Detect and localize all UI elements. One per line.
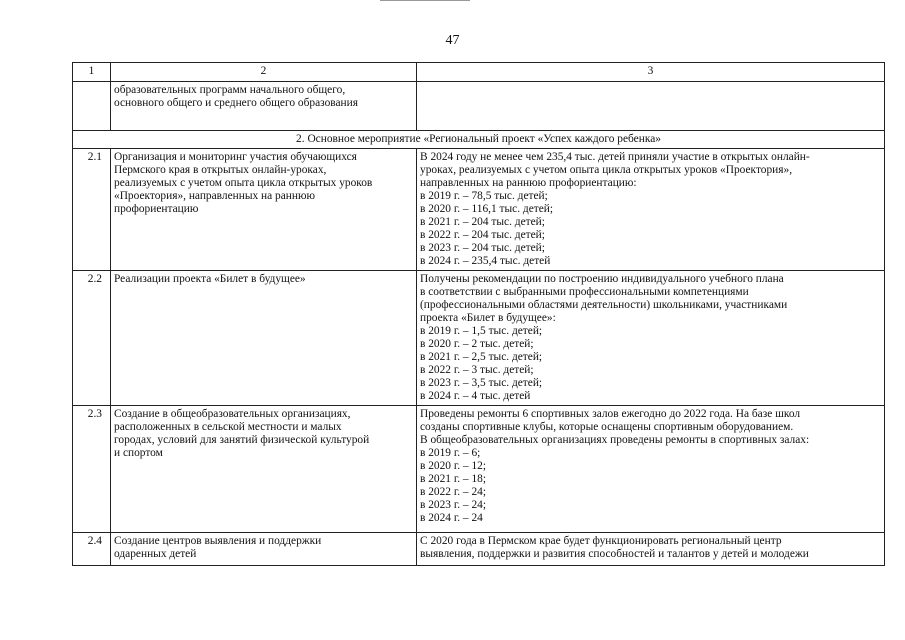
- measure-name-cell: [111, 533, 417, 566]
- row-number: 2.3: [73, 406, 111, 533]
- row-number: 2.2: [73, 271, 111, 406]
- result-line: в 2022 г. – 204 тыс. детей;: [420, 229, 545, 241]
- result-cell: [417, 82, 885, 131]
- measure-name-cell: [111, 149, 417, 271]
- result-line: уроках, реализуемых с учетом опыта цикла открытых уроков «Проектория»,: [420, 164, 793, 176]
- result-cell: [417, 533, 885, 566]
- result-cell: [417, 406, 885, 533]
- section-title: 2. Основное мероприятие «Региональный проект «Успех каждого ребенка»: [73, 131, 885, 149]
- result-cell: [417, 271, 885, 406]
- column-header-1: 1: [73, 63, 111, 82]
- row-number: 2.1: [73, 149, 111, 271]
- measure-name-line: и спортом: [114, 447, 163, 459]
- measure-name-line: Создание центров выявления и поддержки: [114, 535, 322, 547]
- result-line: выявления, поддержки и развития способностей и талантов у детей и молодежи: [420, 548, 809, 560]
- result-line: в 2022 г. – 3 тыс. детей;: [420, 364, 534, 376]
- column-header-3: 3: [417, 63, 885, 82]
- result-line: в 2020 г. – 2 тыс. детей;: [420, 338, 534, 350]
- measure-name-line: основного общего и среднего общего образования: [114, 97, 358, 109]
- result-line: (профессиональными областями деятельности) школьниками, участниками: [420, 299, 788, 311]
- measure-name-line: Пермского края в открытых онлайн-уроках,: [114, 164, 327, 176]
- result-line: проекта «Билет в будущее»:: [420, 312, 556, 324]
- table-row: [73, 533, 885, 566]
- result-line: направленных на раннюю профориентацию:: [420, 177, 637, 189]
- measure-name-cell: [111, 82, 417, 131]
- result-line: в 2021 г. – 2,5 тыс. детей;: [420, 351, 543, 363]
- measure-name-cell: [111, 406, 417, 533]
- result-line: в 2022 г. – 24;: [420, 486, 487, 498]
- measure-name-cell: [111, 271, 417, 406]
- measure-name-line: образовательных программ начального общего,: [114, 84, 346, 96]
- result-line: созданы спортивные клубы, которые оснащены спортивным оборудованием.: [420, 421, 794, 433]
- result-line: С 2020 года в Пермском крае будет функционировать региональный центр: [420, 535, 782, 547]
- row-number: 2.4: [73, 533, 111, 566]
- table-row: [73, 149, 885, 271]
- table-row: [73, 271, 885, 406]
- measure-name-line: расположенных в сельской местности и малых: [114, 421, 342, 433]
- result-line: в 2020 г. – 116,1 тыс. детей;: [420, 203, 554, 215]
- result-line: в соответствии с выбранными профессиональными компетенциями: [420, 286, 749, 298]
- result-line: в 2024 г. – 24: [420, 512, 483, 524]
- measure-name-line: Создание в общеобразовательных организациях,: [114, 408, 351, 420]
- result-line: в 2019 г. – 6;: [420, 447, 481, 459]
- measure-name-line: реализуемых с учетом опыта цикла открытых уроков: [114, 177, 373, 189]
- section-heading-row: [73, 131, 885, 149]
- result-line: в 2019 г. – 78,5 тыс. детей;: [420, 190, 548, 202]
- measures-table: [72, 62, 885, 566]
- column-header-row: [73, 63, 885, 82]
- result-line: В общеобразовательных организациях проведены ремонты в спортивных залах:: [420, 434, 810, 446]
- result-line: в 2021 г. – 204 тыс. детей;: [420, 216, 545, 228]
- measure-name-line: городах, условий для занятий физической культурой: [114, 434, 370, 446]
- result-line: в 2021 г. – 18;: [420, 473, 487, 485]
- measure-name-line: Организация и мониторинг участия обучающихся: [114, 151, 357, 163]
- result-line: в 2024 г. – 4 тыс. детей: [420, 390, 531, 402]
- result-line: в 2019 г. – 1,5 тыс. детей;: [420, 325, 543, 337]
- result-line: в 2020 г. – 12;: [420, 460, 487, 472]
- table-row: [73, 406, 885, 533]
- result-line: В 2024 году не менее чем 235,4 тыс. детей приняли участие в открытых онлайн-: [420, 151, 810, 163]
- measure-name-line: «Проектория», направленных на раннюю: [114, 190, 315, 202]
- measure-name-line: одаренных детей: [114, 548, 197, 560]
- result-line: Проведены ремонты 6 спортивных залов ежегодно до 2022 года. На базе школ: [420, 408, 801, 420]
- result-cell: [417, 149, 885, 271]
- page-number: 47: [445, 33, 460, 48]
- column-header-2: 2: [111, 63, 417, 82]
- result-line: Получены рекомендации по построению индивидуального учебного плана: [420, 273, 784, 285]
- measure-name-line: профориентацию: [114, 203, 199, 215]
- measure-name-line: Реализации проекта «Билет в будущее»: [114, 273, 306, 285]
- row-number-cell: [73, 82, 111, 131]
- table-row-carryover: [73, 82, 885, 131]
- result-line: в 2023 г. – 3,5 тыс. детей;: [420, 377, 543, 389]
- result-line: в 2024 г. – 235,4 тыс. детей: [420, 255, 551, 267]
- result-line: в 2023 г. – 24;: [420, 499, 487, 511]
- result-line: в 2023 г. – 204 тыс. детей;: [420, 242, 545, 254]
- scan-edge-mark: [380, 0, 470, 4]
